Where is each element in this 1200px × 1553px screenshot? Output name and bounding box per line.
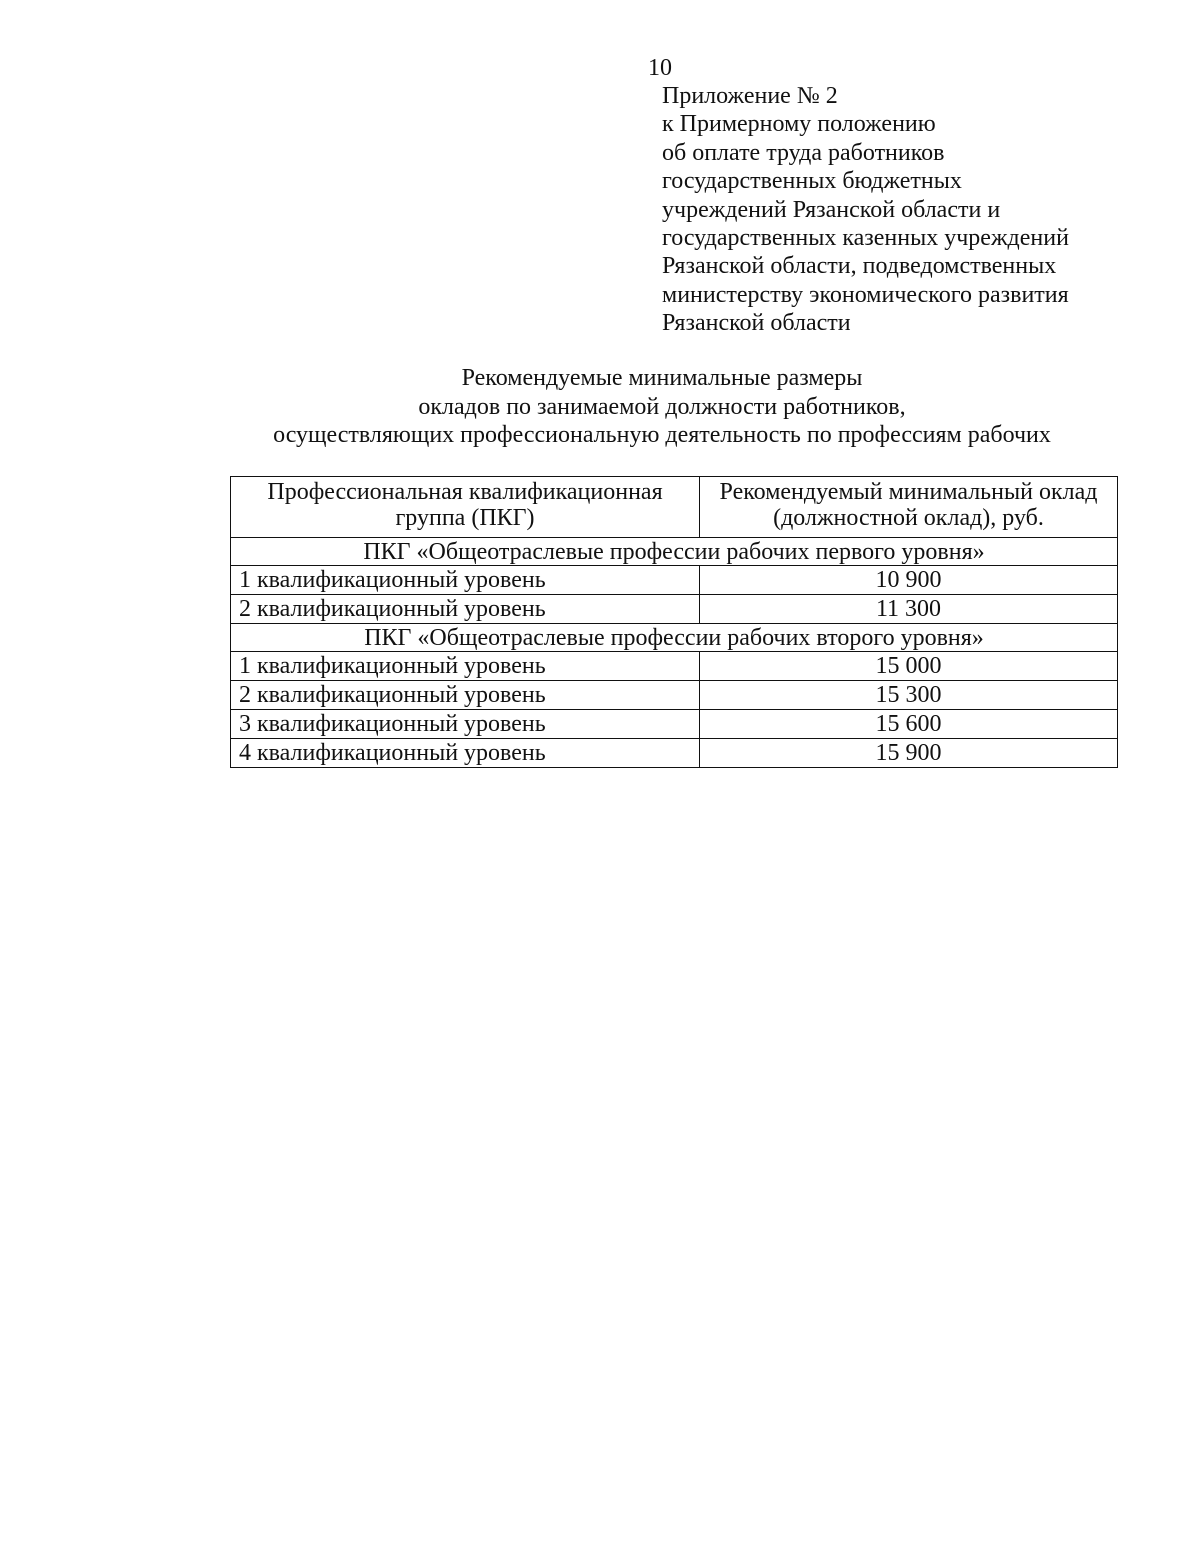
appendix-line: учреждений Рязанской области и [662,196,1001,223]
table-row [231,710,1118,739]
salary-table [230,476,1118,768]
title-line: осуществляющих профессиональную деятельность по профессиям рабочих [273,422,1051,448]
level-name: 4 квалификационный уровень [231,739,700,768]
appendix-line: об оплате труда работников [662,139,945,166]
table-row [231,739,1118,768]
group-name: ПКГ «Общеотраслевые профессии рабочих первого уровня» [231,538,1118,566]
group-row [231,624,1118,652]
salary-value: 15 300 [700,681,1118,710]
salary-value: 15 000 [700,652,1118,681]
appendix-line: Приложение № 2 [662,83,838,109]
salary-value: 15 900 [700,739,1118,768]
document-title [200,364,1124,450]
appendix-line: государственных казенных учреждений [662,225,1069,252]
appendix-heading [662,82,1162,338]
header-salary: Рекомендуемый минимальный оклад (должностной оклад), руб. [700,477,1118,538]
level-name: 3 квалификационный уровень [231,710,700,739]
level-name: 1 квалификационный уровень [231,566,700,595]
table-header-row [231,477,1118,538]
salary-value: 11 300 [700,595,1118,624]
table-row [231,652,1118,681]
appendix-line: к Примерному положению [662,111,936,138]
group-row [231,538,1118,566]
level-name: 2 квалификационный уровень [231,681,700,710]
table-row [231,566,1118,595]
header-group: Профессиональная квалификационная группа (ПКГ) [231,477,700,538]
salary-value: 10 900 [700,566,1118,595]
appendix-line: государственных бюджетных [662,168,962,195]
level-name: 2 квалификационный уровень [231,595,700,624]
title-line: окладов по занимаемой должности работников, [418,393,906,420]
level-name: 1 квалификационный уровень [231,652,700,681]
appendix-line: Рязанской области [662,310,851,337]
title-line: Рекомендуемые минимальные размеры [461,365,863,391]
salary-value: 15 600 [700,710,1118,739]
group-name: ПКГ «Общеотраслевые профессии рабочих второго уровня» [231,624,1118,652]
page-number: 10 [648,55,672,81]
appendix-line: министерству экономического развития [662,281,1069,308]
table-row [231,681,1118,710]
table-row [231,595,1118,624]
appendix-line: Рязанской области, подведомственных [662,253,1057,280]
